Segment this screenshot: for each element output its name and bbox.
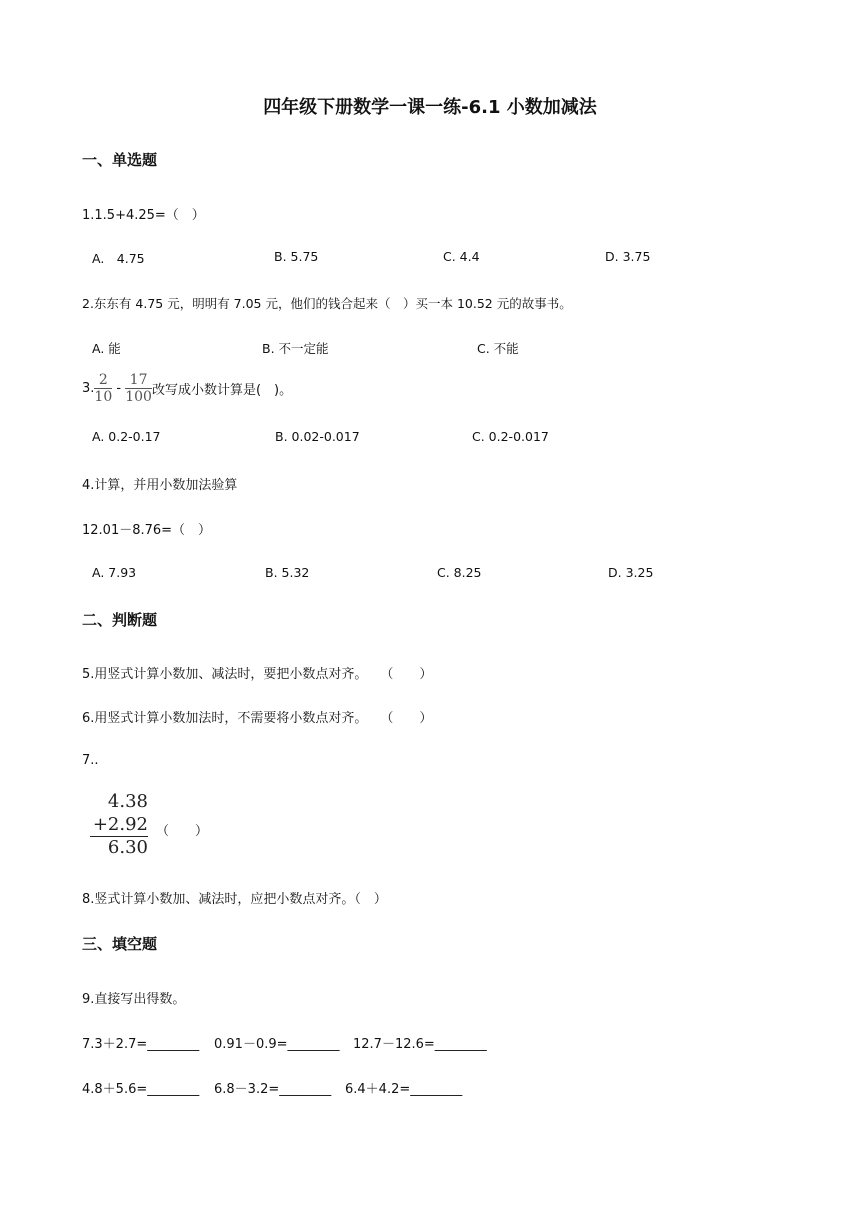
question-7-answer-parentheses: （ ） [156, 824, 209, 839]
sum-result: 6.30 [90, 836, 148, 860]
section-heading-true-false: 二、判断题 [82, 611, 158, 629]
question-1-option-b: B. 5.75 [274, 249, 319, 264]
question-4-option-d: D. 3.25 [608, 565, 654, 580]
fraction-2-10 [94, 373, 112, 404]
question-2-option-a: A. 能 [92, 341, 121, 356]
section-heading-fill-blank: 三、填空题 [82, 935, 158, 953]
question-6-stem: 6.用竖式计算小数加法时，不需要将小数点对齐。 （ ） [82, 711, 433, 726]
question-4-stem: 4.计算，并用小数加法验算 [82, 478, 238, 493]
minus-sign: - [116, 381, 122, 396]
question-2-stem: 2.东东有 4.75 元，明明有 7.05 元，他们的钱合起来（ ）买一本 10.52 元的故事书。 [82, 296, 572, 311]
addend-1: 4.38 [107, 791, 148, 812]
question-9-item-6: 6.4＋4.2=________ [345, 1082, 463, 1097]
question-4-expression: 12.01－8.76=（ ） [82, 523, 212, 538]
question-2-option-c: C. 不能 [477, 341, 519, 356]
question-3-suffix: 改写成小数计算是( )。 [151, 383, 293, 398]
question-5-stem: 5.用竖式计算小数加、减法时，要把小数点对齐。 （ ） [82, 667, 433, 682]
question-7-stem: 7.. [82, 753, 99, 768]
question-1-option-d: D. 3.75 [605, 249, 651, 264]
question-3-prefix: 3. [82, 381, 95, 396]
question-3-option-b: B. 0.02-0.017 [275, 429, 360, 444]
question-1-option-a: A. 4.75 [92, 251, 145, 266]
section-heading-single-choice: 一、单选题 [82, 151, 158, 169]
question-9-stem: 9.直接写出得数。 [82, 992, 186, 1007]
question-9-item-2: 0.91－0.9=________ [214, 1037, 340, 1052]
question-9-item-4: 4.8＋5.6=________ [82, 1082, 200, 1097]
fraction-denominator: 10 [94, 389, 113, 405]
fraction-17-100 [125, 373, 152, 404]
question-9-item-5: 6.8－3.2=________ [214, 1082, 332, 1097]
question-4-option-a: A. 7.93 [92, 565, 137, 580]
fraction-numerator: 2 [94, 373, 112, 389]
question-1-stem: 1.1.5+4.25=（ ） [82, 208, 205, 223]
question-3-stem [82, 373, 292, 404]
fraction-denominator: 100 [125, 389, 152, 405]
question-3-option-c: C. 0.2-0.017 [472, 429, 549, 444]
fraction-numerator: 17 [125, 373, 152, 389]
question-4-option-b: B. 5.32 [265, 565, 310, 580]
question-8-stem: 8.竖式计算小数加、减法时，应把小数点对齐。（ ） [82, 892, 387, 907]
addend-2: +2.92 [92, 813, 148, 835]
vertical-addition [90, 791, 148, 860]
question-2-option-b: B. 不一定能 [262, 341, 329, 356]
question-9-item-1: 7.3＋2.7=________ [82, 1037, 200, 1052]
question-1-option-c: C. 4.4 [443, 249, 480, 264]
question-9-item-3: 12.7－12.6=________ [353, 1037, 487, 1052]
question-4-option-c: C. 8.25 [437, 565, 482, 580]
page-title: 四年级下册数学一课一练-6.1 小数加减法 [263, 97, 597, 118]
question-3-option-a: A. 0.2-0.17 [92, 429, 161, 444]
